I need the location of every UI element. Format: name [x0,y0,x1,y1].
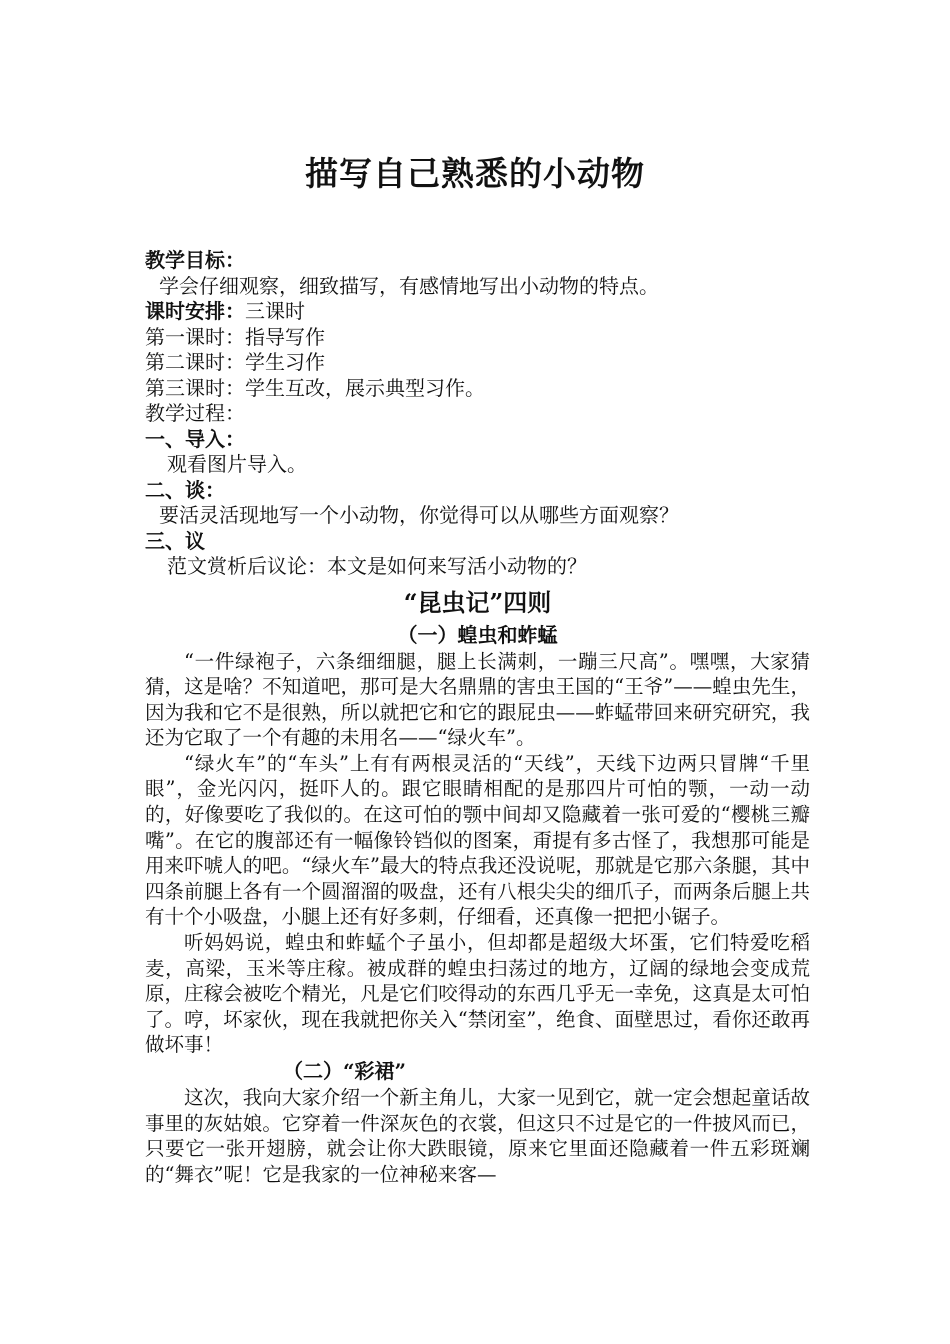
document-body [145,248,810,1187]
lesson-1: 第一课时：指导写作 [145,324,325,349]
section-1-paragraph-3: 听妈妈说，蝗虫和蚱蜢个子虽小，但却都是超级大坏蛋，它们特爱吃稻麦，高梁，玉米等庄稼。被成群的蝗虫扫荡过的地方，辽阔的绿地会变成荒原，庄稼会被吃个精光，凡是它们咬得动的东西几乎无一幸免，这真是太可怕了。哼，坏家伙，现在我就把你关入“禁闭室”，绝食、面壁思过，看你还敢再做坏事！ [145,931,810,1057]
section-1-paragraph-2: “绿火车”的“车头”上有有两根灵活的“天线”，天线下边两只冒牌“千里眼”，金光闪闪，挺吓人的。跟它眼睛相配的是那四片可怕的颚，一动一动的，好像要吃了我似的。在这可怕的颚中间却又隐藏着一张可爱的“樱桃三瓣嘴”。在它的腹部还有一幅像铃铛似的图案，甭提有多古怪了，我想那可能是用来吓唬人的吧。“绿火车”最大的特点我还没说呢，那就是它那六条腿，其中四条前腿上各有一个圆溜溜的吸盘，还有八根尖尖的细爪子，而两条后腿上共有十个小吸盘，小腿上还有好多刺，仔细看，还真像一把把小锯子。 [145,751,810,929]
schedule-label: 课时安排： [145,299,245,323]
process-label: 教学过程： [145,401,245,425]
goal-text: 学会仔细观察，细致描写，有感情地写出小动物的特点。 [159,273,659,298]
goal-label: 教学目标： [145,248,245,272]
step-2-label: 二、谈： [145,477,225,502]
step-1-label: 一、导入： [145,426,245,451]
section-1-title: （一）蝗虫和蚱蜢 [397,622,558,647]
section-2-title: （二）“彩裙” [283,1059,407,1083]
schedule-value: 三课时 [245,299,305,323]
step-1-text: 观看图片导入。 [167,452,307,476]
section-2-paragraph-1: 这次，我向大家介绍一个新主角儿，大家一见到它，就一定会想起童话故事里的灰姑娘。它穿着一件深灰色的衣裳，但这只不过是它的一件披风而已，只要它一张开翅膀，就会让你大跌眼镜，原来它里面还隐藏着一件五彩斑斓的“舞衣”呢！它是我家的一位神秘来客— [145,1086,810,1186]
section-1-paragraph-1: “一件绿袍子，六条细细腿，腿上长满刺，一蹦三尺高”。嘿嘿，大家猜猜，这是啥？不知道吧，那可是大名鼎鼎的害虫王国的“王爷”——蝗虫先生，因为我和它不是很熟，所以就把它和它的跟屁虫——蚱蜢带回来研究研究，我还为它取了一个有趣的未用名——“绿火车”。 [145,649,810,750]
step-3-label: 三、议 [145,528,205,553]
step-2-text: 要活灵活现地写一个小动物，你觉得可以从哪些方面观察？ [159,503,679,527]
essay-title: “昆虫记”四则 [403,587,552,617]
lesson-2: 第二课时：学生习作 [145,350,325,374]
step-3-text: 范文赏析后议论：本文是如何来写活小动物的？ [167,554,587,578]
lesson-3: 第三课时：学生互改，展示典型习作。 [145,375,485,400]
schedule-line [145,299,810,325]
page-title: 描写自己熟悉的小动物 [305,154,645,193]
